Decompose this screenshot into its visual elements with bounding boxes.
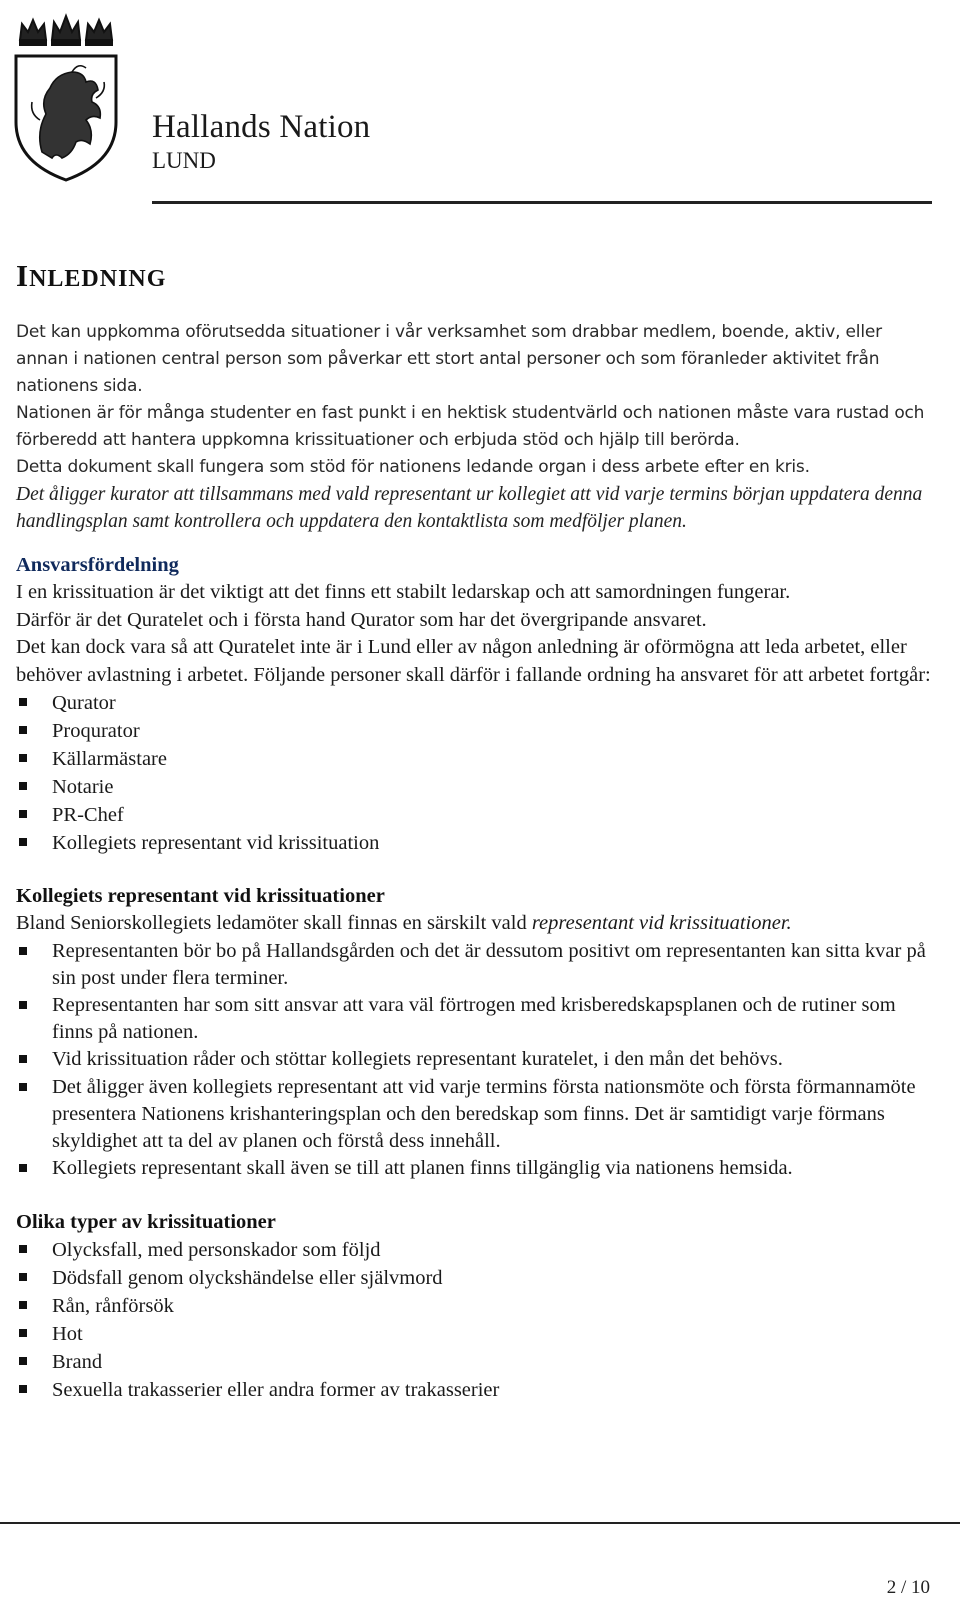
intro-paragraph-3: Detta dokument skall fungera som stöd för nationens ledande organ i dess arbete efter en kris. [16,457,810,477]
section-title-rest: NLEDNING [29,266,167,292]
list-item: Proqurator [16,717,936,745]
coat-of-arms-logo [12,2,120,182]
square-bullet-icon [19,1164,27,1172]
square-bullet-icon [19,1245,27,1253]
square-bullet-icon [19,838,27,846]
document-body [16,258,936,1404]
kollegiet-list [16,938,936,1183]
ansvar-paragraph-1: I en krissituation är det viktigt att det finns ett stabilt ledarskap och att samordningen fungerar. [16,581,791,603]
square-bullet-icon [19,1385,27,1393]
typer-list [16,1236,936,1404]
list-item: Kollegiets representant vid krissituation [16,829,936,857]
list-item: Källarmästare [16,745,936,773]
list-item: Dödsfall genom olyckshändelse eller självmord [16,1264,936,1292]
square-bullet-icon [19,947,27,955]
section-title-initial: I [16,258,30,293]
square-bullet-icon [19,810,27,818]
crown-icon [20,20,46,45]
square-bullet-icon [19,726,27,734]
header-rule [152,201,932,204]
list-item: Brand [16,1348,936,1376]
square-bullet-icon [19,1083,27,1091]
list-item: Hot [16,1320,936,1348]
list-item: Notarie [16,773,936,801]
intro-paragraph-4: Det åligger kurator att tillsammans med vald representant ur kollegiet att vid varje termins början uppdatera denna handlingsplan samt kontrollera och uppdatera den kontaktlista som medföljer planen. [16,484,923,532]
list-item: Sexuella trakasserier eller andra former av trakasserier [16,1376,936,1404]
list-item: Qurator [16,689,936,717]
intro-paragraph-2: Nationen är för många studenter en fast punkt i en hektisk studentvärld och nationen måste vara rustad och förberedd att hantera uppkomna krissituationer och erbjuda stöd och hjälp till berörda. [16,403,925,450]
org-name: Hallands Nation [152,109,371,145]
list-item: Det åligger även kollegiets representant att vid varje termins första nationsmöte och första förmannamöte presentera Nationens krishanteringsplan och den beredskap som finns. Det är samtidigt varje förmans skyldighet att ta del av planen och förstå dess innehåll. [16,1074,936,1156]
heading-olika-typer: Olika typer av krissituationer [16,1211,276,1234]
square-bullet-icon [19,1301,27,1309]
square-bullet-icon [19,698,27,706]
ansvar-list [16,689,936,857]
heading-ansvarsfordelning: Ansvarsfördelning [16,554,179,576]
section-title [16,258,936,297]
org-city: LUND [152,148,216,173]
crown-icon [52,16,80,45]
square-bullet-icon [19,1273,27,1281]
list-item: PR-Chef [16,801,936,829]
heading-kollegiets-representant: Kollegiets representant vid krissituationer [16,885,385,907]
list-item: Representanten har som sitt ansvar att vara väl förtrogen med krisberedskapsplanen och de rutiner som finns på nationen. [16,992,936,1046]
kollegiet-intro: Bland Seniorskollegiets ledamöter skall finnas en särskilt vald representant vid krissituationer. [16,912,792,934]
org-block [152,107,370,175]
square-bullet-icon [19,1001,27,1009]
square-bullet-icon [19,1329,27,1337]
ansvar-paragraph-3: Det kan dock vara så att Quratelet inte är i Lund eller av någon anledning är oförmögna att leda arbetet, eller behöver avlastning i arbetet. Följande personer skall därför i fallande ordning ha ansvaret för att arbetet fortgår: [16,636,931,686]
square-bullet-icon [19,754,27,762]
square-bullet-icon [19,782,27,790]
list-item: Kollegiets representant skall även se till att planen finns tillgänglig via nationens hemsida. [16,1155,936,1182]
list-item: Rån, rånförsök [16,1292,936,1320]
square-bullet-icon [19,1357,27,1365]
ansvar-paragraph-2: Därför är det Quratelet och i första hand Qurator som har det övergripande ansvaret. [16,608,707,631]
list-item: Representanten bör bo på Hallandsgården och det är dessutom positivt om representanten kan sitta kvar på sin post under flera terminer. [16,938,936,992]
footer-rule [0,1522,960,1524]
square-bullet-icon [19,1055,27,1063]
intro-paragraph-1: Det kan uppkomma oförutsedda situationer i vår verksamhet som drabbar medlem, boende, aktiv, eller annan i nationen central person som påverkar ett stort antal personer och som föranleder aktivitet från nationens sida. [16,322,882,396]
list-item: Vid krissituation råder och stöttar kollegiets representant kuratelet, i den mån det behövs. [16,1046,936,1073]
list-item: Olycksfall, med personskador som följd [16,1236,936,1264]
page-number: 2 / 10 [886,1577,930,1598]
crown-icon [86,20,112,45]
